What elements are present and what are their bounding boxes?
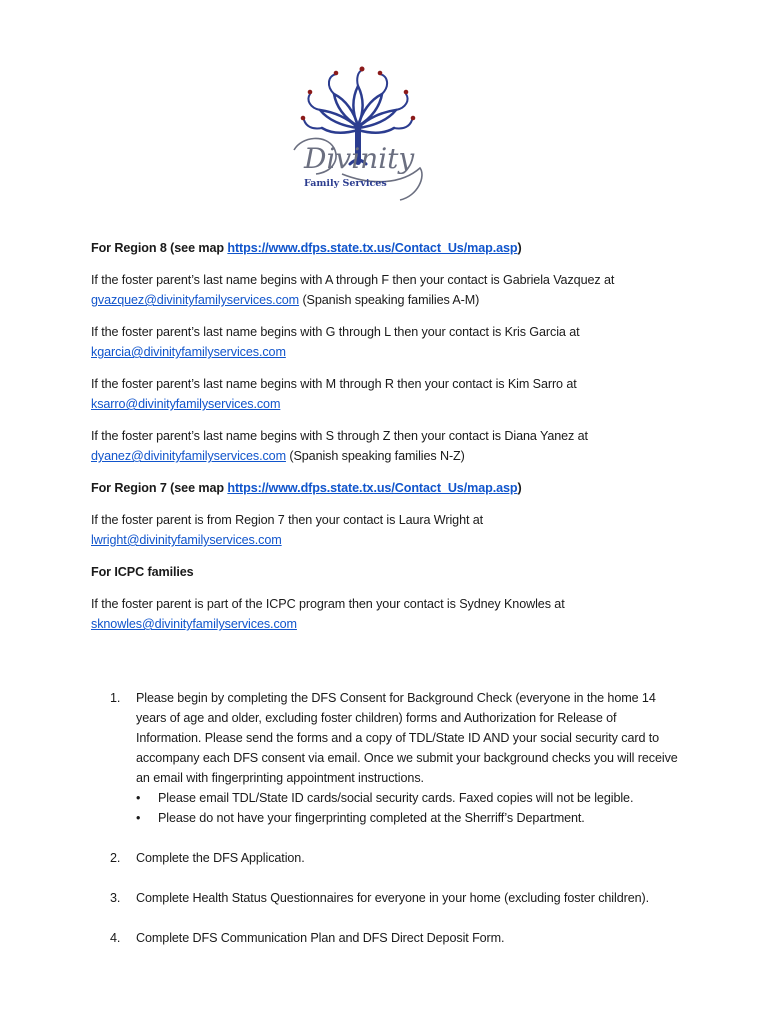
region-heading-suffix: ) <box>517 481 522 495</box>
step-text: Complete DFS Communication Plan and DFS Direct Deposit Form. <box>136 931 505 945</box>
region-heading-text: For ICPC families <box>91 565 194 579</box>
region-map-link[interactable]: https://www.dfps.state.tx.us/Contact_Us/map.asp <box>227 241 518 255</box>
step-text: Complete Health Status Questionnaires for everyone in your home (excluding foster children). <box>136 891 650 905</box>
contact-note: (Spanish speaking families A-M) <box>299 293 480 307</box>
contact-text: If the foster parent’s last name begins with G through L then your contact is Kris Garcia at <box>91 325 580 339</box>
contact-text: If the foster parent’s last name begins with A through F then your contact is Gabriela Vazquez at <box>91 273 615 287</box>
step-body <box>136 888 680 908</box>
step-text: Please begin by completing the DFS Consent for Background Check (everyone in the home 14 years of age and older, excluding foster children) forms and Authorization for Release of Information. Please send the forms and a copy of TDL/State ID AND your social security card to accompany each DFS consent via email. Once we submit your background checks you will receive an email with fingerprinting appointment instructions. <box>136 691 678 785</box>
region-heading <box>91 238 691 258</box>
divinity-logo <box>282 64 432 206</box>
contact-text: If the foster parent’s last name begins with S through Z then your contact is Diana Yanez at <box>91 429 588 443</box>
step-item <box>110 888 680 908</box>
contact-text: If the foster parent’s last name begins with M through R then your contact is Kim Sarro at <box>91 377 577 391</box>
region-heading-text: For Region 7 (see map <box>91 481 228 495</box>
step-number: 4. <box>110 931 121 945</box>
region-heading <box>91 478 691 498</box>
bullet-icon: • <box>136 791 141 805</box>
bullet-item <box>136 788 680 808</box>
contact-paragraph <box>91 270 691 310</box>
step-body <box>136 848 680 868</box>
step-item <box>110 848 680 868</box>
bullet-text: Please email TDL/State ID cards/social security cards. Faxed copies will not be legible. <box>158 791 634 805</box>
contact-paragraph <box>91 426 691 466</box>
contacts-section <box>91 238 691 646</box>
region-heading-text: For Region 8 (see map <box>91 241 228 255</box>
step-item <box>110 928 680 948</box>
contact-email-link[interactable]: dyanez@divinityfamilyservices.com <box>91 449 286 463</box>
step-item <box>110 688 680 828</box>
step-number: 3. <box>110 891 121 905</box>
region-heading-suffix: ) <box>517 241 522 255</box>
steps-list <box>110 688 680 968</box>
contact-paragraph <box>91 594 691 634</box>
step-body <box>136 688 680 828</box>
logo-wordmark: Divinity <box>304 142 415 175</box>
contact-text: If the foster parent is part of the ICPC program then your contact is Sydney Knowles at <box>91 597 565 611</box>
contact-email-link[interactable]: kgarcia@divinityfamilyservices.com <box>91 345 286 359</box>
contact-note: (Spanish speaking families N-Z) <box>285 449 465 463</box>
step-number: 2. <box>110 851 121 865</box>
contact-email-link[interactable]: gvazquez@divinityfamilyservices.com <box>91 293 300 307</box>
contact-email-link[interactable]: ksarro@divinityfamilyservices.com <box>91 397 281 411</box>
contact-email-link[interactable]: lwright@divinityfamilyservices.com <box>91 533 282 547</box>
step-bullets <box>136 788 680 828</box>
region-heading <box>91 562 691 582</box>
logo-tagline: Family Services <box>304 178 387 189</box>
step-text: Complete the DFS Application. <box>136 851 305 865</box>
contact-paragraph <box>91 322 691 362</box>
contact-email-link[interactable]: sknowles@divinityfamilyservices.com <box>91 617 297 631</box>
step-number: 1. <box>110 691 121 705</box>
bullet-text: Please do not have your fingerprinting completed at the Sherriff’s Department. <box>158 811 585 825</box>
step-body <box>136 928 680 948</box>
contact-paragraph <box>91 510 691 550</box>
bullet-item <box>136 808 680 828</box>
contact-text: If the foster parent is from Region 7 then your contact is Laura Wright at <box>91 513 484 527</box>
region-map-link[interactable]: https://www.dfps.state.tx.us/Contact_Us/map.asp <box>227 481 518 495</box>
contact-paragraph <box>91 374 691 414</box>
bullet-icon: • <box>136 811 141 825</box>
